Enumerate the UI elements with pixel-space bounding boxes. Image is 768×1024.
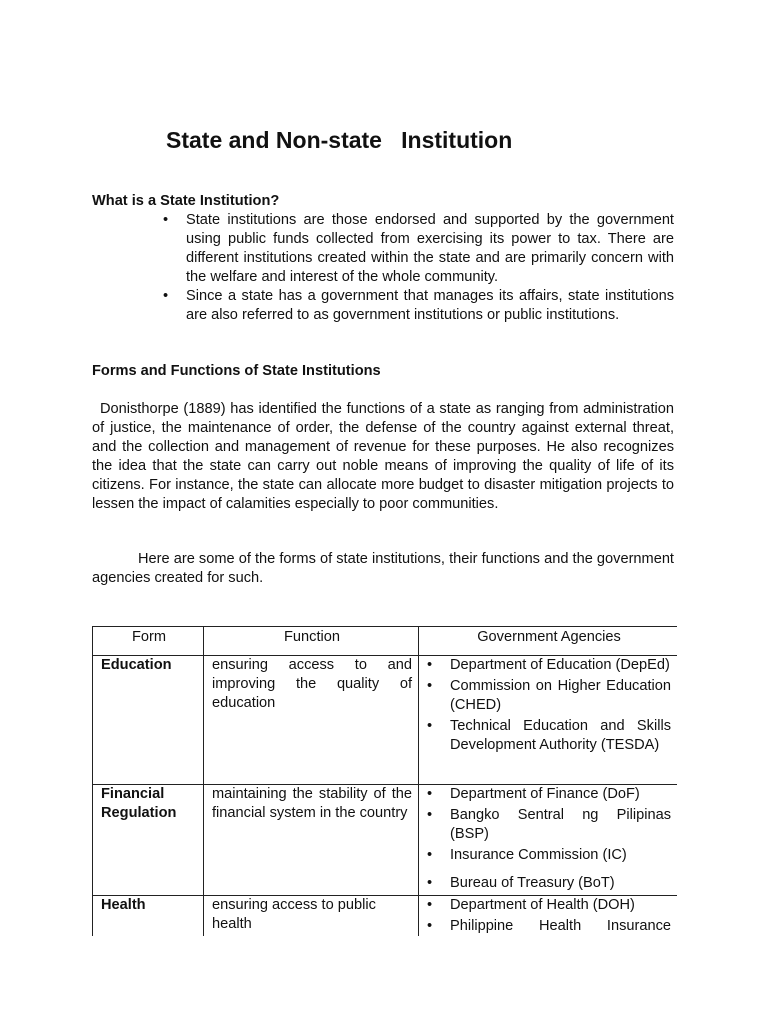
definition-bullets bbox=[163, 211, 674, 325]
form-cell: Financial Regulation bbox=[93, 785, 204, 896]
paragraph-intro-table: Here are some of the forms of state institutions, their functions and the government agencies created for such. bbox=[92, 551, 674, 586]
agency-item: • Department of Finance (DoF) bbox=[427, 785, 671, 804]
agency-item: • Department of Education (DepEd) bbox=[427, 656, 671, 675]
agency-item: • Department of Health (DOH) bbox=[427, 896, 671, 915]
bullet-item: • Since a state has a government that manages its affairs, state institutions are also referred to as government institutions or public institutions. bbox=[163, 287, 674, 325]
header-agencies: Government Agencies bbox=[419, 627, 678, 656]
paragraph-donisthorpe: Donisthorpe (1889) has identified the functions of a state as ranging from administration of justice, the maintenance of order, the defense of the country against external threat, and the collection and management of revenue for these purposes. He also recognizes the idea that the state can carry out noble means of improving the quality of life of its citizens. For instance, the state can allocate more budget to disaster mitigation projects to lessen the impact of calamities especially to poor communities. bbox=[92, 401, 674, 512]
header-form: Form bbox=[93, 627, 204, 656]
agency-item: • Commission on Higher Education (CHED) bbox=[427, 677, 671, 715]
table-header-row bbox=[93, 627, 678, 656]
function-cell: ensuring access to and improving the quality of education bbox=[204, 656, 419, 785]
agency-item: • Insurance Commission (IC) bbox=[427, 846, 671, 865]
agency-item: • Bureau of Treasury (BoT) bbox=[427, 874, 671, 893]
section-heading-forms-functions: Forms and Functions of State Institutions bbox=[92, 363, 381, 379]
agencies-cell bbox=[419, 656, 678, 785]
function-cell: ensuring access to public health bbox=[204, 896, 419, 937]
table-row bbox=[93, 785, 678, 896]
form-cell: Health bbox=[93, 896, 204, 937]
table-row bbox=[93, 896, 678, 937]
section-heading-state-institution: What is a State Institution? bbox=[92, 193, 280, 209]
institutions-table bbox=[92, 626, 677, 936]
agency-item: • Bangko Sentral ng Pilipinas (BSP) bbox=[427, 806, 671, 844]
table-row bbox=[93, 656, 678, 785]
agency-item: • Philippine Health Insurance bbox=[427, 917, 671, 936]
agencies-cell bbox=[419, 785, 678, 896]
function-cell: maintaining the stability of the financial system in the country bbox=[204, 785, 419, 896]
form-cell: Education bbox=[93, 656, 204, 785]
agencies-cell bbox=[419, 896, 678, 937]
page-title: State and Non-state Institution bbox=[166, 127, 513, 153]
agency-item: • Technical Education and Skills Development Authority (TESDA) bbox=[427, 717, 671, 755]
header-function: Function bbox=[204, 627, 419, 656]
bullet-item: • State institutions are those endorsed and supported by the government using public funds collected from exercising its power to tax. There are different institutions created within the state and are primarily concern with the welfare and interest of the whole community. bbox=[163, 211, 674, 287]
